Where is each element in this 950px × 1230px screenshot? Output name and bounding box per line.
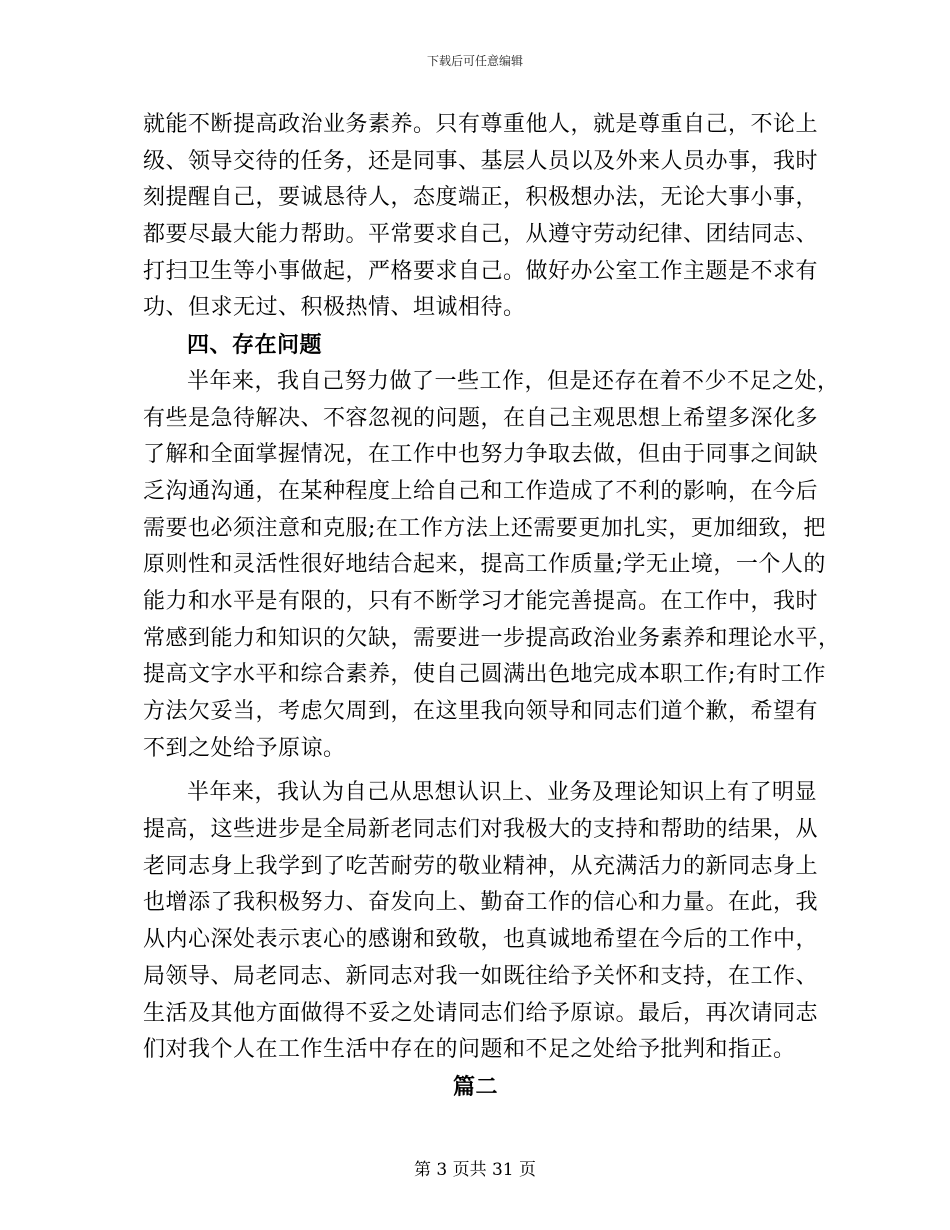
text-line: 需要也必须注意和克服;在工作方法上还需要更加扎实，更加细致，把 [143,515,826,541]
text-line: 了解和全面掌握情况，在工作中也努力争取去做，但由于同事之间缺 [143,442,819,468]
text-line: 们对我个人在工作生活中存在的问题和不足之处给予批判和指正。 [143,1037,796,1063]
text-line: 半年来，我认为自己从思想认识上、业务及理论知识上有了明显 [187,780,818,806]
text-line: 从内心深处表示衷心的感谢和致敬，也真诚地希望在今后的工作中， [143,927,819,953]
text-line: 刻提醒自己，要诚恳待人，态度端正，积极想办法，无论大事小事， [143,185,819,211]
text-line: 功、但求无过、积极热情、坦诚相待。 [143,295,526,321]
text-line: 有些是急待解决、不容忽视的问题，在自己主观思想上希望多深化多 [143,405,819,431]
document-body [143,107,841,1106]
text-line: 乏沟通沟通，在某种程度上给自己和工作造成了不利的影响，在今后 [143,478,819,504]
page-number-footer: 第 3 页共 31 页 [413,1160,537,1180]
text-line: 打扫卫生等小事做起，严格要求自己。做好办公室工作主题是不求有 [143,258,819,284]
text-line: 就能不断提高政治业务素养。只有尊重他人，就是尊重自己，不论上 [143,112,819,137]
section-title: 篇二 [452,1073,498,1100]
text-line: 局领导、局老同志、新同志对我一如既往给予关怀和支持，在工作、 [143,963,819,989]
paragraph-2 [143,364,841,768]
text-line: 也增添了我积极努力、奋发向上、勤奋工作的信心和力量。在此，我 [143,890,819,916]
section-heading-problems: 四、存在问题 [187,332,323,359]
text-line: 原则性和灵活性很好地结合起来，提高工作质量;学无止境，一个人的 [143,552,826,578]
page-header-note: 下载后可任意编辑 [426,54,523,68]
text-line: 常感到能力和知识的欠缺，需要进一步提高政治业务素养和理论水平， [143,625,841,651]
text-line: 生活及其他方面做得不妥之处请同志们给予原谅。最后，再次请同志 [143,1000,819,1026]
paragraph-3 [143,775,819,1069]
text-line: 提高，这些进步是全局新老同志们对我极大的支持和帮助的结果，从 [143,817,819,843]
text-line: 老同志身上我学到了吃苦耐劳的敬业精神，从充满活力的新同志身上 [143,853,819,879]
text-line: 都要尽最大能力帮助。平常要求自己，从遵守劳动纪律、团结同志、 [143,222,819,248]
text-line: 能力和水平是有限的，只有不断学习才能完善提高。在工作中，我时 [143,588,819,614]
text-line: 级、领导交待的任务，还是同事、基层人员以及外来人员办事，我时 [143,148,819,174]
text-line: 提高文字水平和综合素养，使自己圆满出色地完成本职工作;有时工作 [143,662,826,688]
text-line: 半年来，我自己努力做了一些工作，但是还存在着不少不足之处， [187,368,840,394]
text-line: 不到之处给予原谅。 [143,735,346,761]
paragraph-spacer [143,767,808,775]
text-line: 方法欠妥当，考虑欠周到，在这里我向领导和同志们道个歉，希望有 [143,699,819,724]
paragraph-1 [143,107,819,327]
